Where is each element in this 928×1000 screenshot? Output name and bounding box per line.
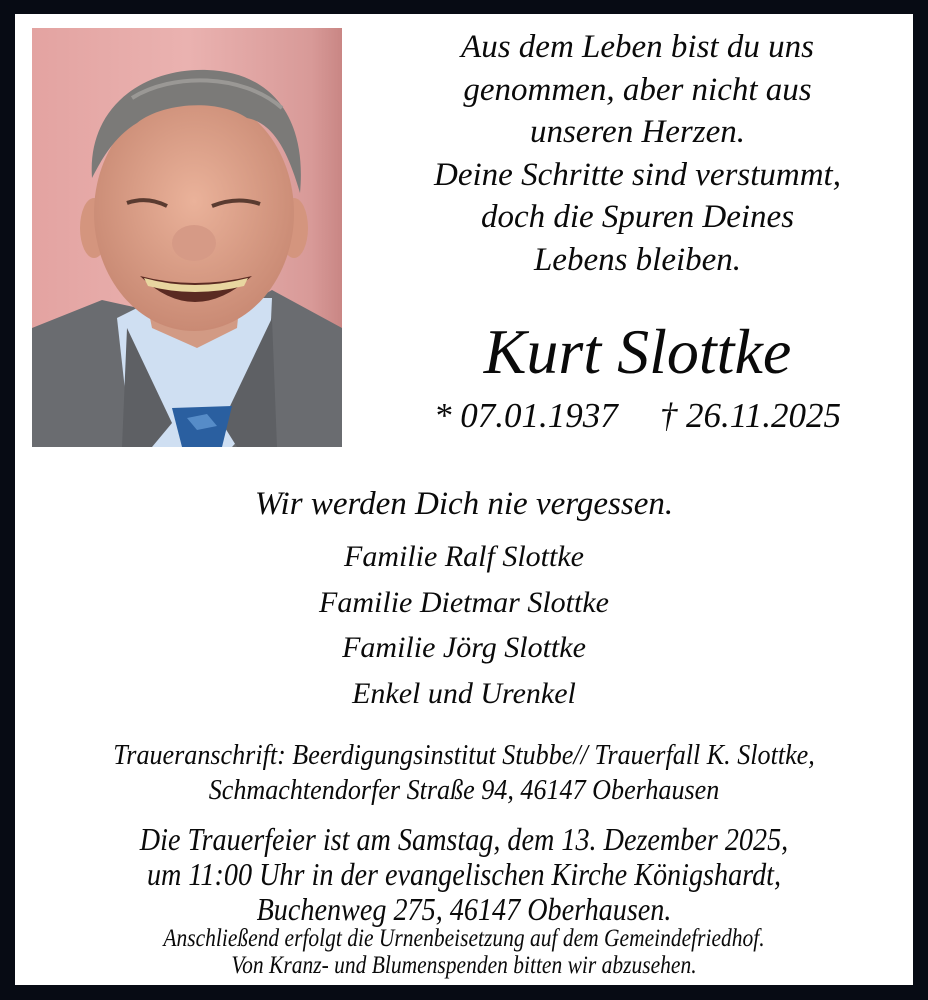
poem-line: unseren Herzen. [529,114,746,150]
ceremony-info [69,822,859,927]
closing-notes [78,925,850,979]
note-line: Anschließend erfolgt die Urnenbeisetzung auf dem Gemeindefriedhof. [163,925,765,952]
portrait-photo [32,28,342,447]
poem-line: genommen, aber nicht aus [463,71,812,108]
mourners-list [15,534,913,716]
mourner: Enkel und Urenkel [352,676,576,710]
death-date: † 26.11.2025 [659,396,841,435]
mourner: Familie Jörg Slottke [342,631,586,664]
motto: Wir werden Dich nie vergessen. [254,486,674,522]
poem-line: doch die Spuren Deines [480,199,795,235]
address-line: Schmachtendorfer Straße 94, 46147 Oberhausen [208,774,720,806]
ceremony-line: um 11:00 Uhr in der evangelischen Kirche Königshardt, [146,856,782,892]
obituary-card [15,14,913,985]
poem [370,26,905,281]
ceremony-line: Buchenweg 275, 46147 Oberhausen. [256,891,672,927]
mourning-address [60,738,868,808]
mourner: Familie Dietmar Slottke [319,585,609,619]
deceased-name: Kurt Slottke [483,316,792,387]
mourner: Familie Ralf Slottke [344,540,584,573]
address-line: Traueranschrift: Beerdigungsinstitut Stubbe// Trauerfall K. Slottke, [113,739,815,771]
life-dates [370,394,905,438]
birth-date: * 07.01.1937 [434,396,618,435]
poem-line: Lebens bleiben. [533,241,742,278]
portrait-image [32,28,342,447]
poem-line: Aus dem Leben bist du uns [461,29,814,65]
ceremony-line: Die Trauerfeier ist am Samstag, dem 13. Dezember 2025, [139,821,789,857]
poem-line: Deine Schritte sind verstummt, [434,156,841,193]
note-line: Von Kranz- und Blumenspenden bitten wir abzusehen. [231,952,697,979]
